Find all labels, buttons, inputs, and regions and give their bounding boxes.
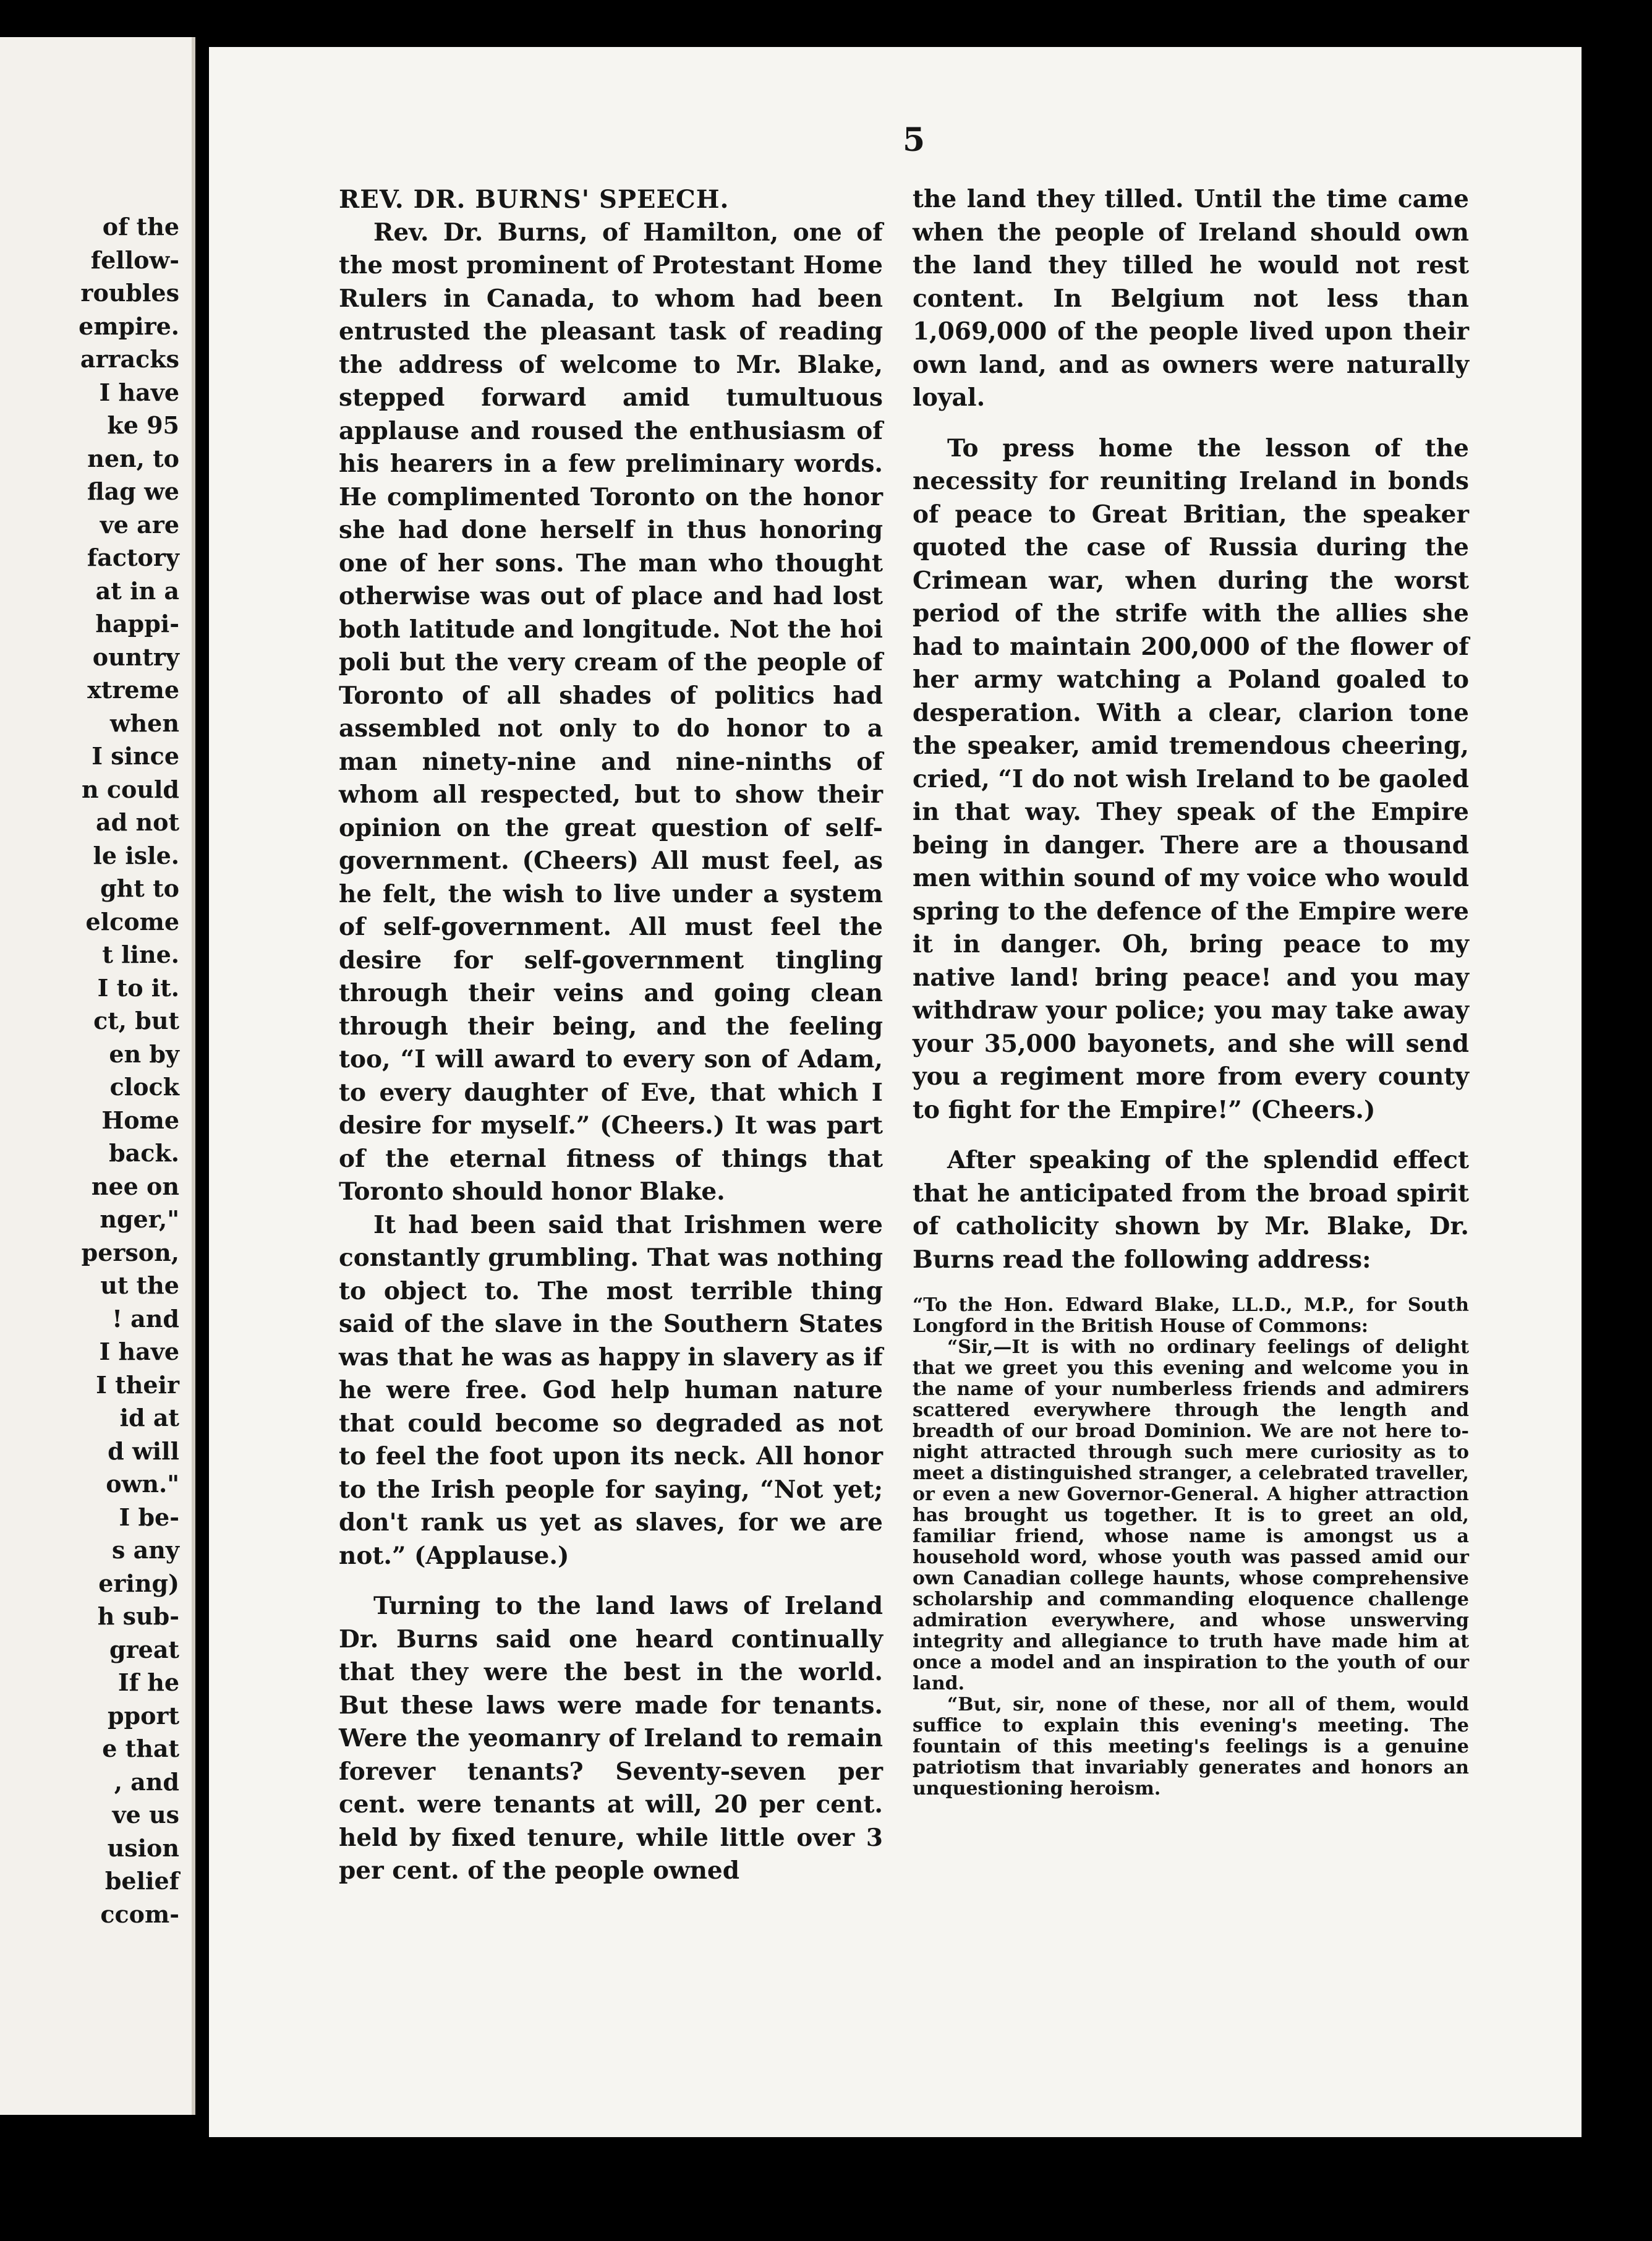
left-page-fragment: ccom- (100, 1900, 179, 1928)
left-page-fragment: I have (99, 378, 179, 406)
paragraph: the land they tilled. Until the time came when the people of Ireland should own the land they tilled he would not rest content. In Belgium not less than 1,069,000 of the people lived upon their own land, and as owners were naturally loyal. (913, 185, 1469, 412)
paragraph: It had been said that Irishmen were constantly grumbling. That was nothing to object to. The most terrible thing said of the slave in the Southern States was that he was as happy in slavery as if he were free. God help human nature that could become so degraded as not to feel the foot upon its neck. All honor to the Irish people for saying, “Not yet; don't rank us yet as slaves, for we are not.” (Applause.) (339, 1210, 883, 1570)
left-page-fragment: usion (107, 1833, 179, 1862)
left-page-fragment: flag we (87, 477, 179, 505)
left-page-fragment: nger," (100, 1205, 179, 1233)
left-page-fragment: happi- (95, 610, 179, 638)
left-page-fragment: , and (114, 1767, 179, 1796)
left-page-fragment: arracks (80, 345, 179, 373)
left-page-fragment: Home (101, 1106, 179, 1134)
page-number: 5 (903, 121, 926, 159)
left-page-fragment: roubles (80, 279, 179, 307)
left-page-fragment: nee on (91, 1172, 179, 1200)
paragraph: Turning to the land laws of Ireland Dr. Burns said one heard continually that they were the best in the world. But these laws were made for tenants. Were the yeomanry of Ireland to remain forever tenants? Seventy-seven per cent. were tenants at will, 20 per cent. held by fixed tenure, while little over 3 per cent. of the people owned (339, 1592, 883, 1885)
left-page-fragment: id at (119, 1404, 179, 1432)
left-page-fragment: le isle. (93, 841, 179, 869)
paragraph: To press home the lesson of the necessity for reuniting Ireland in bonds of peace to Great Britian, the speaker quoted the case of Russia during the Crimean war, when during the worst period of the strife with the allies she had to maintain 200,000 of the flower of her army watching a Poland goaled to desperation. With a clear, clarion tone the speaker, amid tremendous cheering, cried, “I do not wish Ireland to be gaoled in that way. They speak of the Empire being in danger. There are a thousand men within sound of my voice who would spring to the defence of the Empire were it in danger. Oh, bring peace to my native land! bring peace! and you may withdraw your police; you may take away your 35,000 bayonets, and she will send you a regiment more from every county to fight for the Empire!” (Cheers.) (913, 433, 1469, 1124)
left-page-fragment: fellow- (90, 245, 179, 274)
left-page-fragment: back. (109, 1139, 179, 1167)
left-page-fragment: t line. (102, 941, 179, 968)
left-page-fragment: e that (102, 1735, 179, 1762)
left-page-fragment: clock (109, 1073, 179, 1101)
left-page-fragment: ct, but (93, 1007, 179, 1035)
left-page-fragment: h sub- (97, 1602, 179, 1630)
left-page-fragment: elcome (85, 907, 179, 936)
address-text (913, 1295, 1469, 1799)
left-page-fragment: I be- (119, 1503, 179, 1531)
left-page-fragment: en by (109, 1039, 179, 1068)
left-page-fragment: person, (81, 1238, 179, 1266)
right-column (913, 183, 1469, 1799)
left-page-fragment: d will (108, 1436, 179, 1465)
address-paragraph: “Sir,—It is with no ordinary feelings of delight that we greet you this evening and welcome you in the name of your numberless friends and admirers scattered everywhere through the length and breadth of our broad Dominion. We are not here to-night attracted through such mere curiosity as to meet a distinguished stranger, a celebrated traveller, or even a new Governor-General. A higher attraction has brought us together. It is to greet an old, familiar friend, whose name is amongst us a household word, whose youth was passed amid our own Canadian college haunts, whose comprehensive scholarship and commanding eloquence challenge admiration everywhere, and whose unswerving integrity and allegiance to truth have made him at once a model and an inspiration to the youth of our land. (913, 1336, 1469, 1694)
left-page-fragment: If he (117, 1668, 179, 1696)
left-page-fragment: n could (82, 775, 179, 803)
left-column (339, 183, 883, 1888)
left-page-fragment: ve are (100, 510, 179, 539)
left-page-fragment: ! and (112, 1304, 179, 1333)
left-page-fragment: of the (102, 213, 179, 241)
address-salutation: “To the Hon. Edward Blake, LL.D., M.P., for South Longford in the British House of Commons: (913, 1294, 1469, 1337)
left-page-fragment: I since (92, 742, 179, 770)
left-page-fragment: ght to (100, 874, 179, 902)
left-page-fragment: own." (106, 1470, 179, 1498)
left-page-fragment: nen, to (87, 444, 179, 472)
left-page-fragment: when (109, 709, 179, 737)
left-page-fragment: empire. (79, 312, 179, 340)
left-page-fragment: s any (112, 1536, 179, 1564)
left-page-fragment: xtreme (87, 676, 179, 704)
left-page-fragment: at in a (95, 576, 179, 605)
left-page-fragment: pport (107, 1701, 179, 1730)
paragraph: Rev. Dr. Burns, of Hamilton, one of the most prominent of Protestant Home Rulers in Canada, to whom had been entrusted the pleasant task of reading the address of welcome to Mr. Blake, stepped forward amid tumultuous applause and roused the enthusiasm of his hearers in a few preliminary words. He complimented Toronto on the honor she had done herself in thus honoring one of her sons. The man who thought otherwise was out of place and had lost both latitude and longitude. Not the hoi poli but the very cream of the people of Toronto of all shades of politics had assembled not only to do honor to a man ninety-nine and nine-ninths of whom all respected, but to show their opinion on the great question of self-government. (Cheers) All must feel, as he felt, the wish to live under a system of self-government. All must feel the desire for self-government tingling through their veins and going clean through their being, and the feeling too, “I will award to every son of Adam, to every daughter of Eve, that which I desire for myself.” (Cheers.) It was part of the eternal fitness of things that Toronto should honor Blake. (339, 218, 883, 1206)
left-page-fragment: I to it. (97, 973, 179, 1002)
left-page-fragment: great (109, 1635, 179, 1663)
left-page-edge (0, 37, 195, 2115)
address-paragraph: “But, sir, none of these, nor all of them, would suffice to explain this evening's meeting. The fountain of this meeting's feelings is a genuine patriotism that invariably generates and honors an unquestioning heroism. (913, 1694, 1469, 1799)
left-page-fragment: belief (104, 1867, 179, 1895)
left-page-fragment: I their (96, 1370, 179, 1399)
left-page-fragment: I have (99, 1338, 179, 1365)
left-page-fragment: ke 95 (107, 411, 179, 439)
left-page-fragment: ering) (98, 1569, 179, 1597)
article-heading: REV. DR. BURNS' SPEECH. (339, 185, 730, 214)
document-page (209, 47, 1582, 2137)
left-page-fragment: ut the (100, 1271, 179, 1299)
left-page-fragment: ve us (112, 1801, 179, 1829)
left-page-fragment: ad not (96, 808, 179, 836)
left-page-fragment: factory (87, 544, 179, 571)
left-page-fragment: ountry (92, 642, 179, 671)
paragraph: After speaking of the splendid effect that he anticipated from the broad spirit of catholicity shown by Mr. Blake, Dr. Burns read the following address: (913, 1146, 1469, 1274)
